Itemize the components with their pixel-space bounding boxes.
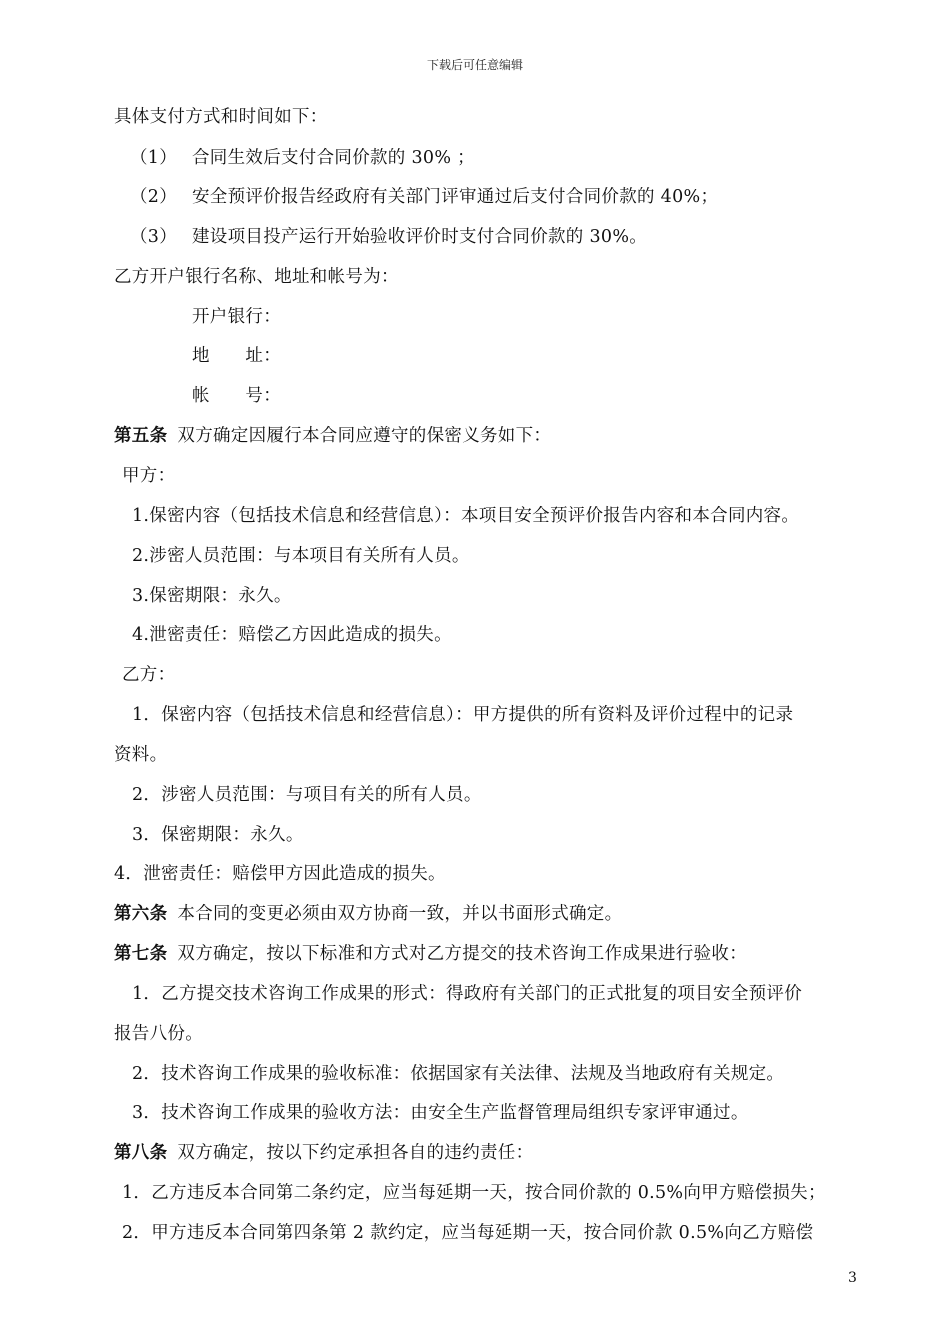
party-b-item: 2．涉密人员范围：与项目有关的所有人员。 [132,785,482,805]
party-b-item: 1．保密内容（包括技术信息和经营信息）：甲方提供的所有资料及评价过程中的记录 [132,705,794,725]
party-b-item: 4．泄密责任：赔偿甲方因此造成的损失。 [114,864,446,884]
payment-item-text: 安全预评价报告经政府有关部门评审通过后支付合同价款的 40%； [192,187,719,207]
article-5 [114,425,551,447]
article-text: 双方确定，按以下约定承担各自的违约责任： [177,1143,534,1163]
payment-item-text: 建设项目投产运行开始验收评价时支付合同价款的 30%。 [192,227,648,247]
article-text: 双方确定因履行本合同应遵守的保密义务如下： [177,426,552,446]
bank-field-label: 开户银行： [192,307,281,327]
party-b-item-cont: 资料。 [114,745,168,765]
bank-field-label: 帐 号： [192,386,281,406]
article-6 [114,903,622,925]
article-title: 第六条 [114,904,168,924]
article-text: 双方确定，按以下标准和方式对乙方提交的技术咨询工作成果进行验收： [177,944,748,964]
payment-item [130,186,718,208]
article-8 [114,1142,533,1164]
payment-intro: 具体支付方式和时间如下： [114,107,328,127]
bank-field-label: 地 址： [192,346,281,366]
article-title: 第八条 [114,1143,168,1163]
party-a-item: 2.涉密人员范围：与本项目有关所有人员。 [132,546,470,566]
payment-item-number: （1） [130,148,178,168]
payment-item-number: （2） [130,187,178,207]
party-a-item: 4.泄密责任：赔偿乙方因此造成的损失。 [132,625,452,645]
party-a-item: 3.保密期限：永久。 [132,586,292,606]
party-a-label: 甲方： [122,466,176,486]
article-7-item: 3．技术咨询工作成果的验收方法：由安全生产监督管理局组织专家评审通过。 [132,1103,749,1123]
party-a-item: 1.保密内容（包括技术信息和经营信息）：本项目安全预评价报告内容和本合同内容。 [132,506,800,526]
payment-item [130,147,475,169]
payment-item-number: （3） [130,227,178,247]
payment-item [130,226,647,248]
article-7 [114,943,747,965]
article-8-item: 1．乙方违反本合同第二条约定，应当每延期一天，按合同价款的 0.5%向甲方赔偿损失； [122,1183,826,1203]
article-7-item-cont: 报告八份。 [114,1024,203,1044]
page-number: 3 [848,1270,857,1286]
party-b-item: 3．保密期限：永久。 [132,825,304,845]
article-text: 本合同的变更必须由双方协商一致，并以书面形式确定。 [177,904,623,924]
bank-intro: 乙方开户银行名称、地址和帐号为： [114,267,399,287]
article-7-item: 2．技术咨询工作成果的验收标准：依据国家有关法律、法规及当地政府有关规定。 [132,1064,785,1084]
party-b-label: 乙方： [122,665,176,685]
article-title: 第五条 [114,426,168,446]
page-header: 下载后可任意编辑 [426,58,523,72]
article-title: 第七条 [114,944,168,964]
article-8-item: 2．甲方违反本合同第四条第 2 款约定，应当每延期一天，按合同价款 0.5%向乙方赔偿 [122,1223,814,1243]
payment-item-text: 合同生效后支付合同价款的 30% ； [192,148,475,168]
article-7-item: 1．乙方提交技术咨询工作成果的形式：得政府有关部门的正式批复的项目安全预评价 [132,984,803,1004]
